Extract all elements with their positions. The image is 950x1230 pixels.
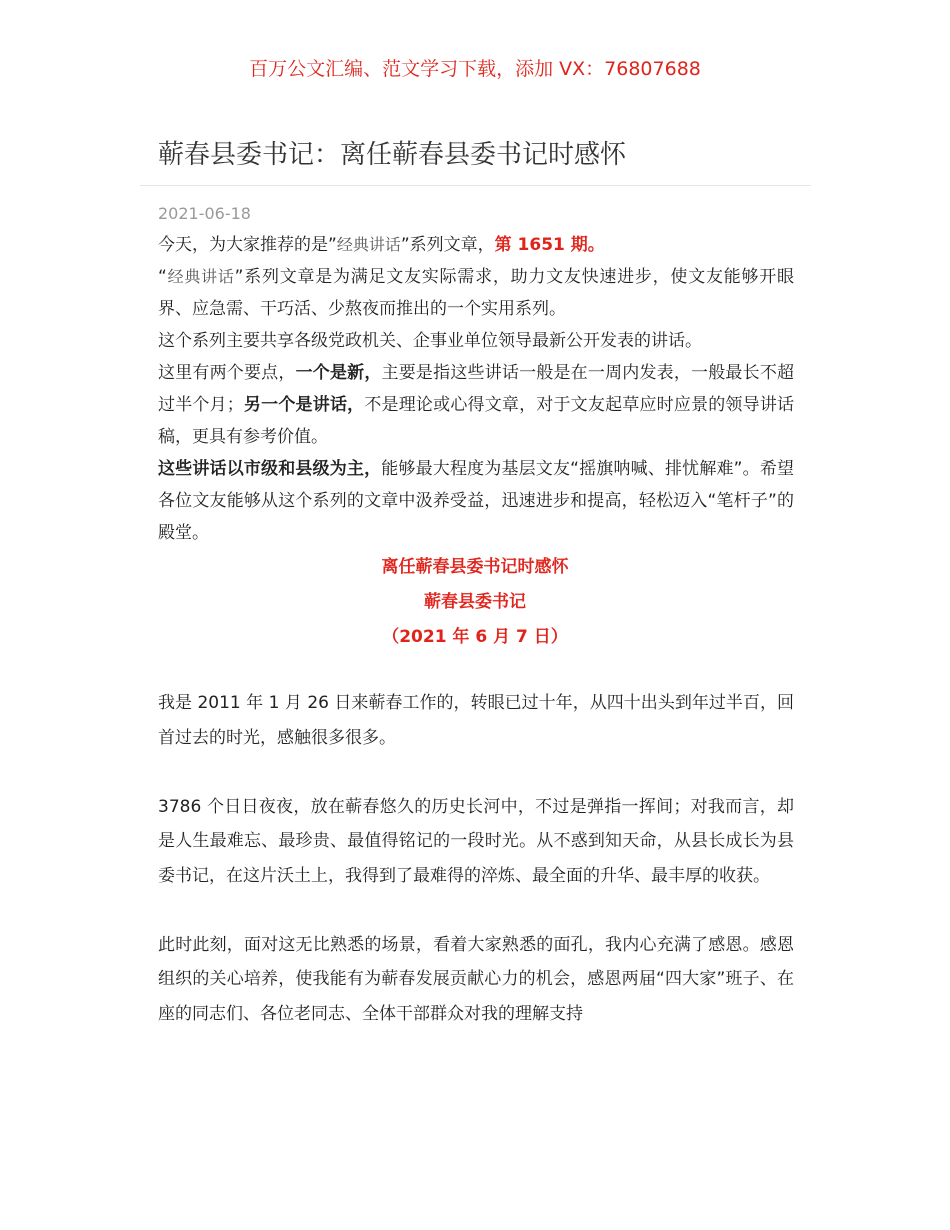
speech-header bbox=[0, 550, 950, 655]
series-name: 经典讲话 bbox=[166, 267, 235, 286]
intro-paragraph bbox=[158, 357, 794, 453]
intro-text: 能够最大程度为基层文友“摇旗呐喊、排忧解难”。希望各位文友能够从这个系列的文章中汲养受益，迅速进步和提高，轻松迈入“笔杆子”的殿堂。 bbox=[158, 459, 794, 543]
article-date: 2021-06-18 bbox=[158, 204, 251, 223]
title-divider bbox=[140, 185, 811, 186]
intro-paragraph: 这个系列主要共享各级党政机关、企事业单位领导最新公开发表的讲话。 bbox=[158, 331, 702, 351]
body-paragraph: 3786 个日日夜夜，放在蕲春悠久的历史长河中，不过是弹指一挥间；对我而言，却是人生最难忘、最珍贵、最值得铭记的一段时光。从不惑到知天命，从县长成长为县委书记，在这片沃土上，我得到了最难得的淬炼、最全面的升华、最丰厚的收获。 bbox=[158, 796, 794, 886]
intro-text: 今天，为大家推荐的是” bbox=[158, 235, 337, 255]
promo-banner: 百万公文汇编、范文学习下载，添加 VX：76807688 bbox=[249, 58, 701, 80]
series-name: 经典讲话 bbox=[336, 235, 401, 254]
emphasis-text: 这些讲话以市级和县级为主， bbox=[158, 459, 382, 479]
speech-body bbox=[158, 686, 794, 1066]
issue-number: 第 1651 期。 bbox=[494, 235, 605, 255]
intro-paragraph bbox=[158, 229, 794, 261]
body-paragraph: 我是 2011 年 1 月 26 日来蕲春工作的，转眼已过十年，从四十出头到年过半百，回首过去的时光，感触很多很多。 bbox=[158, 693, 794, 748]
emphasis-text: 一个是新， bbox=[295, 363, 382, 383]
speech-title: 离任蕲春县委书记时感怀 bbox=[381, 557, 569, 577]
emphasis-text: 另一个是讲话， bbox=[243, 395, 365, 415]
intro-paragraph bbox=[158, 453, 794, 549]
body-paragraph: 此时此刻，面对这无比熟悉的场景，看着大家熟悉的面孔，我内心充满了感恩。感恩组织的关心培养，使我能有为蕲春发展贡献心力的机会，感恩两届“四大家”班子、在座的同志们、各位老同志、全体干部群众对我的理解支持 bbox=[158, 934, 794, 1024]
intro-text: 不是理论或心得文章，对于文友起草应时应景的领导讲话稿，更具有参考价值。 bbox=[158, 395, 795, 447]
intro-text: ”系列文章， bbox=[400, 235, 495, 255]
intro-text: 这里有两个要点， bbox=[158, 363, 296, 383]
intro-text: “ bbox=[158, 267, 167, 287]
speech-author: 蕲春县委书记 bbox=[424, 592, 526, 612]
intro-paragraph bbox=[158, 261, 794, 325]
intro-text: ”系列文章是为满足文友实际需求，助力文友快速进步，使文友能够开眼界、应急需、干巧活、少熬夜而推出的一个实用系列。 bbox=[158, 267, 794, 319]
speech-date: （2021 年 6 月 7 日） bbox=[382, 627, 568, 647]
intro-text: 主要是指这些讲话一般是在一周内发表，一般最长不超过半个月； bbox=[158, 363, 795, 415]
intro-section bbox=[158, 229, 794, 549]
article-title: 蕲春县委书记：离任蕲春县委书记时感怀 bbox=[158, 140, 627, 170]
